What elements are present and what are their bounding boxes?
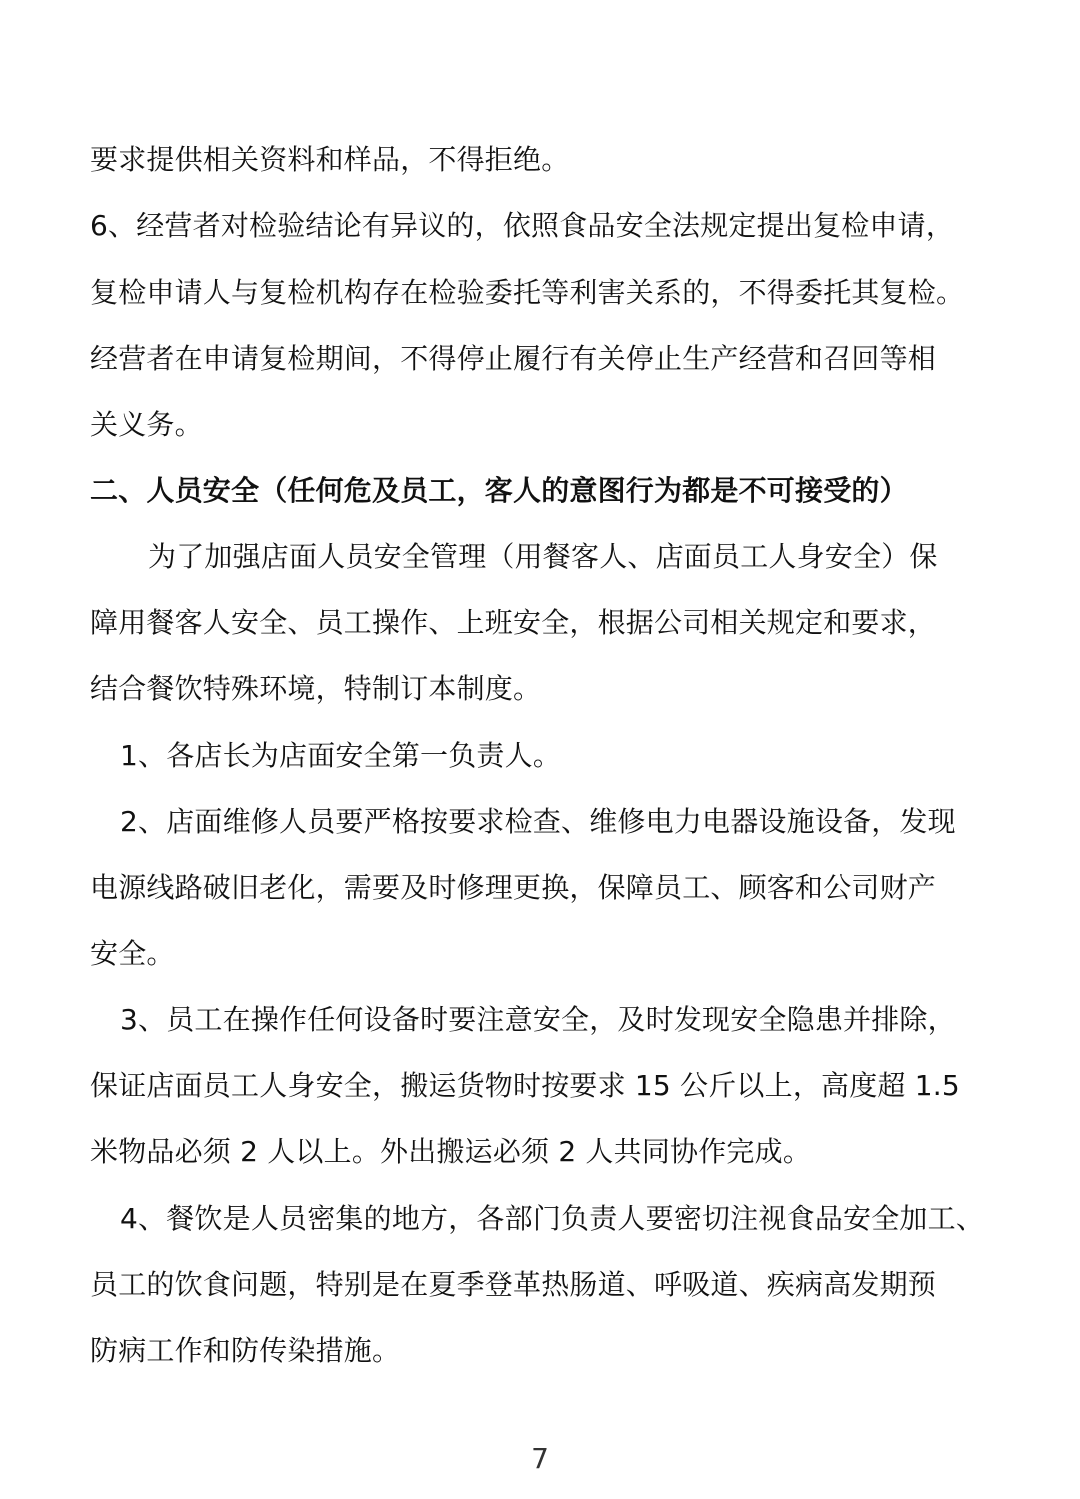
paragraph-line: 障用餐客人安全、员工操作、上班安全，根据公司相关规定和要求， — [90, 606, 937, 639]
paragraph-line: 保证店面员工人身安全，搬运货物时按要求 15 公斤以上，高度超 1.5 — [90, 1069, 960, 1102]
paragraph-line: 米物品必须 2 人以上。外出搬运必须 2 人共同协作完成。 — [90, 1135, 812, 1168]
paragraph-line: 为了加强店面人员安全管理（用餐客人、店面员工人身安全）保 — [148, 540, 938, 573]
paragraph-line: 复检申请人与复检机构存在检验委托等利害关系的，不得委托其复检。 — [90, 276, 965, 309]
paragraph-line: 结合餐饮特殊环境，特制订本制度。 — [90, 672, 542, 705]
section-heading: 二、人员安全（任何危及员工，客人的意图行为都是不可接受的） — [90, 474, 908, 507]
list-item-line: 1、各店长为店面安全第一负责人。 — [120, 739, 562, 772]
paragraph-line: 电源线路破旧老化，需要及时修理更换，保障员工、顾客和公司财产 — [90, 871, 937, 904]
list-item-line: 2、店面维修人员要严格按要求检查、维修电力电器设施设备，发现 — [120, 805, 956, 838]
paragraph-line: 6、经营者对检验结论有异议的，依照食品安全法规定提出复检申请， — [90, 209, 955, 242]
paragraph-line: 防病工作和防传染措施。 — [90, 1334, 401, 1367]
paragraph-line: 安全。 — [90, 937, 175, 970]
paragraph-line: 要求提供相关资料和样品，不得拒绝。 — [90, 143, 570, 176]
paragraph-line: 员工的饮食问题，特别是在夏季登革热肠道、呼吸道、疾病高发期预 — [90, 1268, 937, 1301]
list-item-line: 3、员工在操作任何设备时要注意安全，及时发现安全隐患并排除， — [120, 1003, 956, 1036]
paragraph-line: 关义务。 — [90, 408, 203, 441]
page-number: 7 — [531, 1442, 549, 1475]
paragraph-line: 经营者在申请复检期间，不得停止履行有关停止生产经营和召回等相 — [90, 342, 937, 375]
list-item-line: 4、餐饮是人员密集的地方，各部门负责人要密切注视食品安全加工、 — [120, 1202, 985, 1235]
